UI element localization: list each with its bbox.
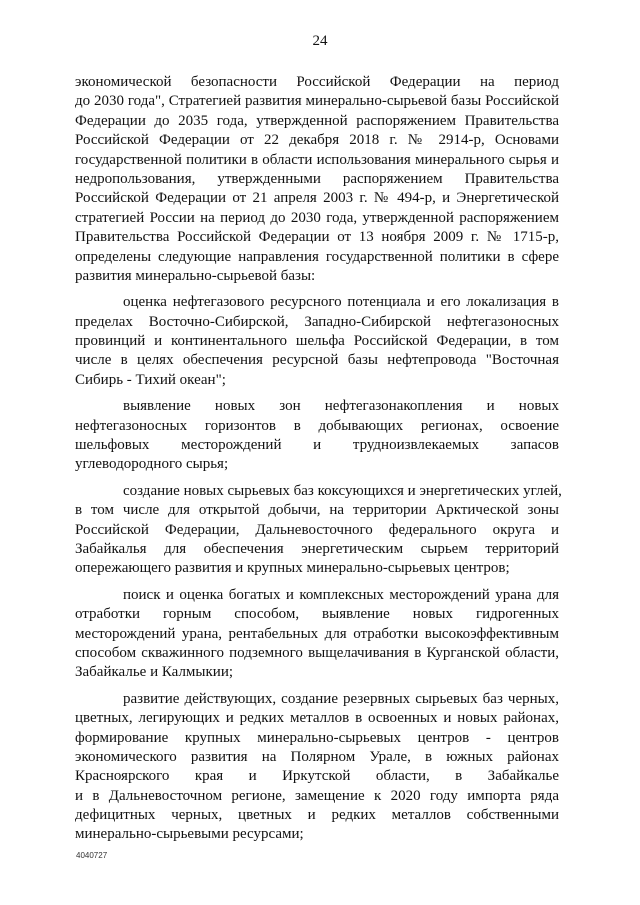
text-line: числе в целях обеспечения ресурсной базы нефтепровода "Восточная — [75, 352, 559, 369]
text-line: поиск и оценка богатых и комплексных месторождений урана для — [123, 586, 559, 603]
paragraph — [75, 293, 559, 390]
text-line: дефицитных черных, цветных и редких металлов собственными — [75, 807, 559, 824]
text-line: формирование крупных минерально-сырьевых центров - центров — [75, 729, 559, 746]
text-line: экономической безопасности Российской Федерации на период — [75, 74, 559, 90]
text-line: развития минерально-сырьевой базы: — [75, 267, 316, 284]
text-line: опережающего развития и крупных минерально-сырьевых центров; — [75, 560, 510, 577]
text-line: Российской Федерации от 21 апреля 2003 г. № 494-р, и Энергетической — [75, 190, 559, 207]
text-line: способом скважинного подземного выщелачивания в Курганской области, — [75, 644, 559, 661]
text-line: оценка нефтегазового ресурсного потенциала и его локализация в — [123, 294, 559, 311]
text-line: Российской Федерации от 22 декабря 2018 г. № 2914-р, Основами — [75, 132, 559, 149]
text-line: Российской Федерации, Дальневосточного федерального округа и — [75, 521, 559, 538]
text-line: до 2030 года", Стратегией развития минерально-сырьевой базы Российской — [75, 93, 559, 110]
paragraph — [75, 73, 559, 286]
text-line: и в Дальневосточном регионе, замещение к 2020 году импорта ряда — [75, 787, 559, 804]
paragraph — [75, 482, 562, 579]
text-line: Сибирь - Тихий океан"; — [75, 371, 226, 388]
paragraph — [75, 690, 559, 845]
text-line: отработки горным способом, выявление новых гидрогенных — [75, 606, 559, 623]
text-line: недропользования, утвержденными распоряжением Правительства — [75, 170, 559, 187]
text-line: шельфовых месторождений и трудноизвлекаемых запасов — [75, 437, 559, 454]
text-line: Правительства Российской Федерации от 13 ноября 2009 г. № 1715-р, — [75, 229, 559, 246]
text-line: нефтегазоносных горизонтов в добывающих регионах, освоение — [75, 417, 559, 434]
text-line: провинций и континентального шельфа Российской Федерации, в том — [75, 333, 559, 350]
text-line: углеводородного сырья; — [75, 456, 229, 473]
text-line: цветных, легирующих и редких металлов в освоенных и новых районах, — [75, 710, 559, 727]
text-line: в том числе для открытой добычи, на территории Арктической зоны — [75, 502, 559, 519]
page-number: 24 — [312, 33, 328, 49]
text-line: месторождений урана, рентабельных для отработки высокоэффективным — [75, 625, 559, 642]
text-line: выявление новых зон нефтегазонакопления и новых — [123, 398, 559, 415]
text-line: государственной политики в области использования минерального сырья и — [75, 151, 559, 168]
document-code: 4040727 — [76, 851, 108, 860]
text-line: Забайкалья для обеспечения энергетическим сырьем территорий — [75, 540, 559, 557]
text-line: определены следующие направления государственной политики в сфере — [75, 248, 559, 265]
text-line: минерально-сырьевыми ресурсами; — [75, 826, 304, 843]
text-line: стратегией России на период до 2030 года, утвержденной распоряжением — [75, 209, 559, 226]
text-line: развитие действующих, создание резервных сырьевых баз черных, — [123, 690, 559, 707]
text-line: пределах Восточно-Сибирской, Западно-Сибирской нефтегазоносных — [75, 313, 559, 330]
document-body — [75, 73, 562, 845]
paragraph — [75, 397, 559, 475]
paragraph — [75, 586, 559, 683]
text-line: создание новых сырьевых баз коксующихся и энергетических углей, — [123, 482, 562, 499]
text-line: Забайкалье и Калмыкии; — [75, 664, 234, 681]
text-line: Красноярского края и Иркутской области, в Забайкалье — [75, 768, 559, 785]
text-line: Федерации до 2035 года, утвержденной распоряжением Правительства — [75, 112, 559, 129]
text-line: экономического развития на Полярном Урале, в южных районах — [75, 748, 559, 765]
